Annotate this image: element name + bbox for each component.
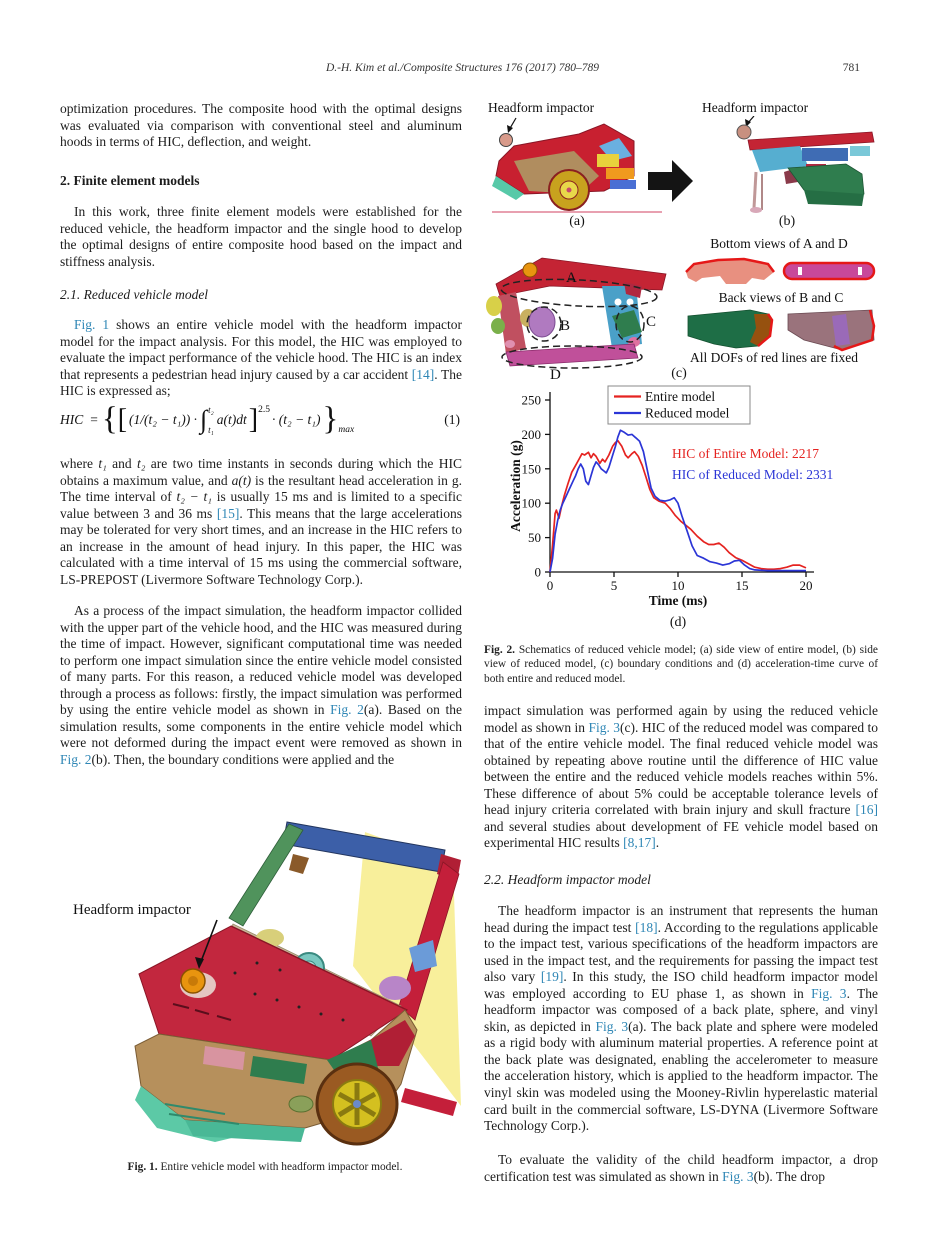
- fig2c-marker-A: A: [566, 270, 577, 286]
- figure-1: [65, 798, 465, 1198]
- equation-number: (1): [444, 411, 460, 427]
- hic-annotation: HIC of Reduced Model: 2331: [672, 467, 834, 482]
- fig2c-marker-D: D: [550, 367, 561, 380]
- fig1-caption-text: Entire vehicle model with headform impactor model.: [160, 1161, 403, 1173]
- legend-label: Entire model: [645, 389, 716, 404]
- fig2c-part-B: [520, 307, 555, 337]
- y-tick-label: 100: [521, 495, 541, 511]
- section-2-2-heading: 2.2. Headform impactor model: [484, 872, 651, 887]
- ref-link[interactable]: [8,17]: [623, 835, 656, 851]
- fig2-back-views: [684, 306, 878, 352]
- running-title: D.-H. Kim et al./Composite Structures 176 (2017) 780–789: [325, 62, 599, 74]
- equation-lhs: HIC: [60, 411, 84, 427]
- fig2-transform-arrow: [648, 158, 694, 206]
- fig2a-impactor-label: Headform impactor: [488, 100, 595, 115]
- x-tick-label: 20: [799, 578, 813, 593]
- fig2d-acceleration-chart: [484, 384, 878, 634]
- fig2-panel-b-tag: (b): [778, 214, 796, 229]
- equation-integrand: a(t)dt: [216, 411, 247, 427]
- x-tick-label: 10: [671, 578, 685, 593]
- para-fig1-ref: Fig. 1 shows an entire vehicle model with the headform impactor model for the impact analysis. For this model, the HIC was employed to evaluate the impact performance of the vehicle hood. The HIC is an index that represents a pedestrian head injury caused by a car accident [14]. The HIC is expressed as;: [60, 317, 462, 399]
- fig2-caption-tag: Fig. 2.: [484, 644, 516, 656]
- fig2a-label-arrow: [507, 118, 516, 133]
- figure-2: [484, 100, 878, 640]
- fig2b-headform-impactor: [737, 125, 751, 139]
- fig2b-reduced-model: [696, 116, 878, 216]
- fig2-panel-c-tag: (c): [671, 366, 687, 381]
- fig2-bottom-view-D: [784, 263, 874, 279]
- close-bracket: ]: [248, 403, 259, 435]
- fig2-caption-text: Schematics of reduced vehicle model; (a) side view of entire model, (b) side view of reduced model, (c) boundary conditions and (d) acceleration-time curve of both entire and reduced model.: [484, 644, 878, 685]
- para-reduced-model: impact simulation was performed again by using the reduced vehicle model as shown in Fig. 3(c). HIC of the reduced model was compared to that of the entire vehicle model. The final reduced vehicle model was obtained by repeating above routine until the difference of HIC value between the entire and the reduced vehicle models reaches within 5%. These difference of about 5% could be acceptable tolerance levels of head injury criteria correlated with brain injury and skull fracture [16] and several studies about development of FE vehicle model based on experimental HIC results [8,17].: [484, 703, 879, 851]
- integral-sign: ∫: [200, 404, 208, 434]
- para-where: where t₁ and t₂ are two time instants in seconds during which the HIC obtains a maximum value, and a(t) is the resultant head acceleration in g. The time interval of t₂ − t₁ is usually 15 ms and is limited to a specific value between 3 and 36 ms [15]. This means that the large accelerations may be tolerated for very short times, and an increase in the HIC refers to an increase in the amount of head injury. In this paper, the HIC was calculated with a time interval of 15 ms using the commercial software, LS-PREPOST (Livermore Software Technology Corp.).: [60, 456, 463, 587]
- x-tick-label: 15: [735, 578, 749, 593]
- y-tick-label: 0: [534, 564, 541, 580]
- para-intro: optimization procedures. The composite hood with the optimal designs was evaluated via comparison with conventional steel and aluminum hoods in terms of HIC, deflection, and weight.: [60, 101, 462, 150]
- fig2a-wheel: [549, 170, 589, 210]
- fig2c-structure: [484, 246, 674, 380]
- panel-d-tag: (d): [669, 615, 687, 630]
- fig2a-headform-impactor: [500, 134, 513, 147]
- fig1-side-sill: [401, 1088, 457, 1116]
- section-2-1-heading: 2.1. Reduced vehicle model: [60, 287, 209, 302]
- fig1-caption: [65, 1160, 465, 1174]
- page-number: 781: [842, 62, 860, 74]
- equals-sign: =: [90, 411, 98, 427]
- fig2a-entire-model: [484, 116, 670, 216]
- fig2-back-view-B: [688, 310, 772, 348]
- ref-link[interactable]: Fig. 2: [330, 702, 364, 718]
- y-axis-label: Acceleration (g): [508, 440, 523, 532]
- ref-link[interactable]: Fig. 1: [74, 317, 110, 332]
- fig2b-impactor-label: Headform impactor: [702, 100, 809, 115]
- x-tick-label: 5: [610, 578, 618, 593]
- fig2b-parts: [750, 146, 870, 213]
- fig2-bottom-views: [680, 252, 878, 292]
- para-headform: The headform impactor is an instrument that represents the human head during the impact test [18]. According to the regulations applicable to the impact test, various specifications of the headform impactors are used in the impact test, and the requirements for passing the impact test also vary [19]. In this study, the ISO child headform impactor model was employed according to EU phase 1, as shown in Fig. 3. The headform impactor was composed of a back plate, sphere, and vinyl skin, as depicted in Fig. 3(a). The back plate and sphere were modeled as a rigid body with aluminum material properties. A reference point at the back plate was designated, enabling the accelerometer to measure the acceleration history, which is applied to the headform impactor. The vinyl skin was modeled using the Mooney-Rivlin hyperelastic material card built in the commercial software, LS-DYNA (Livermore Software Technology Corp.).: [484, 903, 879, 1134]
- integral: [200, 404, 214, 436]
- ref-link[interactable]: [18]: [635, 919, 658, 935]
- fig1-vehicle-model: [65, 798, 465, 1150]
- fig2-back-view-C: [788, 310, 874, 350]
- ref-link[interactable]: [14]: [411, 366, 435, 382]
- fig2c-left-pillar: [486, 292, 526, 354]
- fig2-bottom-view-A: [686, 259, 774, 284]
- fig1-left-pillar: [229, 824, 309, 926]
- equation-factor2: · (t₂ − t₁): [272, 411, 321, 427]
- equation-factor1: (1/(t₂ − t₁)) ·: [129, 411, 198, 427]
- section-2-heading: 2. Finite element models: [60, 173, 200, 188]
- open-bracket: [: [117, 403, 128, 435]
- x-axis-label: Time (ms): [648, 593, 708, 608]
- ref-link[interactable]: Fig. 3: [588, 719, 621, 735]
- open-brace: {: [101, 401, 118, 437]
- y-tick-label: 150: [521, 461, 541, 477]
- close-brace: }: [322, 401, 339, 437]
- fig2c-marker-B: B: [560, 318, 571, 334]
- fig2-caption: [484, 643, 878, 686]
- fig1-wheel: [317, 1064, 397, 1144]
- para-process: As a process of the impact simulation, the headform impactor collided with the upper part of the vehicle hood, and the HIC was measured during the time of impact. However, significant computational time was needed to perform one impact simulation since the entire vehicle model consisted of many parts. For this reason, a reduced vehicle model was developed through a process as follows: firstly, the impact simulation was performed by using the entire vehicle model as shown in Fig. 2(a). Based on the simulation results, some components in the entire vehicle model which were not deformed during the impact event were removed as shown in Fig. 2(b). Then, the boundary conditions were applied and the: [60, 603, 463, 767]
- fig2-dof-note: All DOFs of red lines are fixed: [690, 350, 858, 365]
- fig2-back-views-title: Back views of B and C: [718, 290, 844, 305]
- y-tick-label: 250: [521, 392, 541, 408]
- equation-max-subscript: max: [338, 425, 355, 435]
- fig2c-marker-C: C: [646, 314, 657, 330]
- fig1-impactor-label: Headform impactor: [73, 902, 191, 918]
- fig2-panel-a-tag: (a): [569, 214, 585, 229]
- equation-exponent: 2.5: [258, 404, 270, 415]
- fig1-caption-tag: Fig. 1.: [127, 1161, 158, 1173]
- ref-link[interactable]: [16]: [855, 802, 878, 818]
- ref-link[interactable]: [19]: [540, 969, 564, 985]
- x-tick-label: 0: [546, 578, 554, 593]
- integral-lower-limit: t₁: [208, 424, 214, 435]
- ref-link[interactable]: Fig. 3: [722, 1168, 754, 1184]
- ref-link[interactable]: Fig. 2: [60, 751, 92, 767]
- legend-label: Reduced model: [645, 405, 730, 421]
- y-tick-label: 50: [528, 530, 541, 546]
- para-models: In this work, three finite element models were established for the reduced vehicle, the headform impactor and the single hood to develop the optimal designs of entire composite hood based on the impact and stiffness analysis.: [60, 204, 462, 269]
- ref-link[interactable]: Fig. 3: [811, 985, 847, 1001]
- ref-link[interactable]: Fig. 3: [595, 1018, 629, 1034]
- y-tick-label: 200: [521, 426, 541, 442]
- equation-1: [60, 403, 460, 436]
- integral-upper-limit: t₂: [208, 404, 214, 415]
- hic-annotation: HIC of Entire Model: 2217: [672, 446, 819, 461]
- para-evaluate: To evaluate the validity of the child headform impactor, a drop certification test was simulated as shown in Fig. 3(b). The drop: [484, 1152, 878, 1184]
- ref-link[interactable]: [15]: [216, 505, 240, 521]
- fig2-bottom-views-title: Bottom views of A and D: [710, 236, 848, 251]
